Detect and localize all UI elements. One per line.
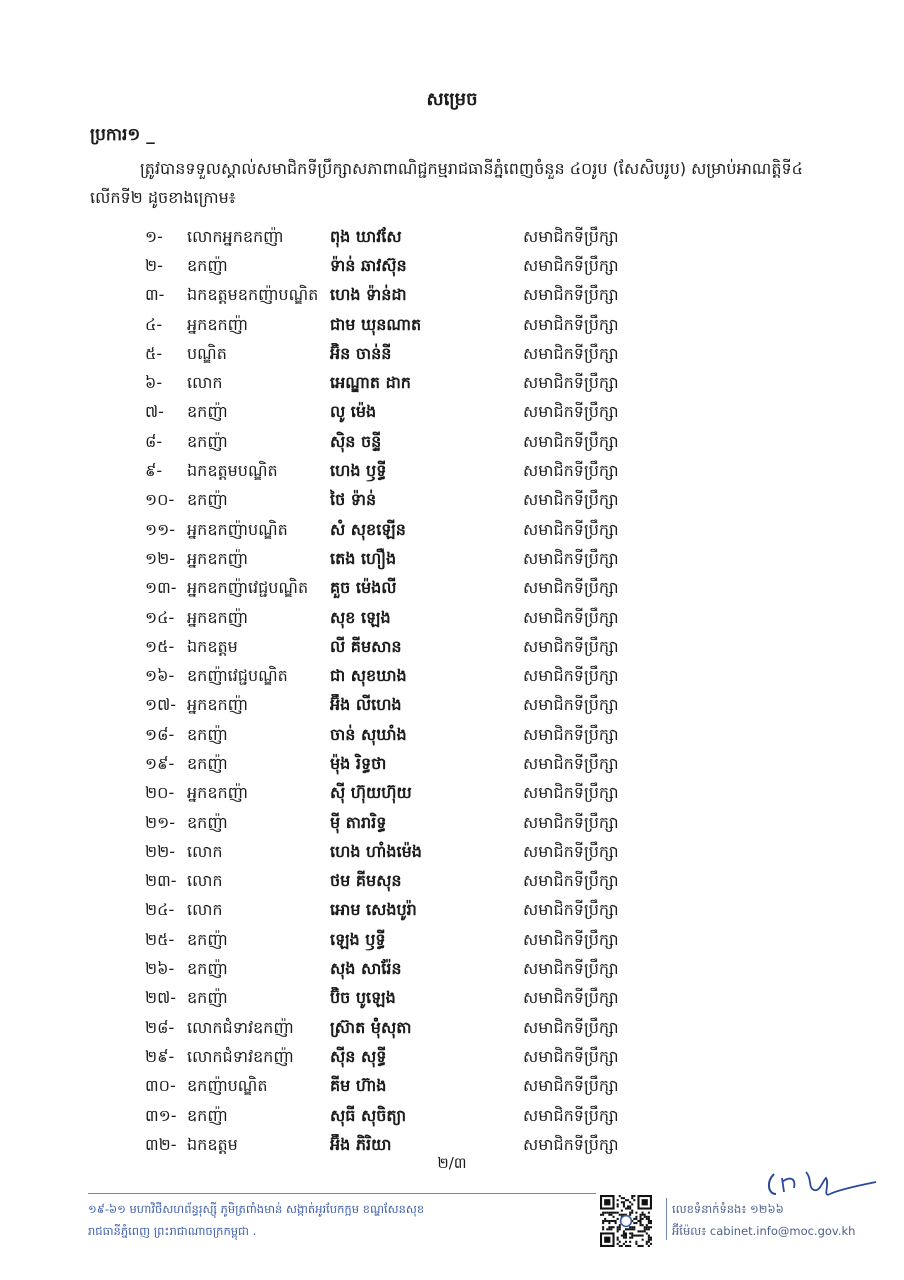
member-name: អ៊ិន ចាន់នី [330, 343, 392, 363]
member-role: សមាជិកទីប្រឹក្សា [523, 988, 619, 1008]
member-number: ១៤- [145, 607, 175, 627]
member-row [145, 457, 665, 486]
member-title: ឯកឧត្តម [187, 1134, 238, 1154]
member-row [145, 282, 665, 311]
member-number: ១១- [145, 519, 175, 539]
member-row [145, 721, 665, 750]
member-title: អ្នកឧកញ៉ា [187, 548, 248, 568]
member-role: សមាជិកទីប្រឹក្សា [523, 255, 619, 275]
member-role: សមាជិកទីប្រឹក្សា [523, 1076, 619, 1096]
member-role: សមាជិកទីប្រឹក្សា [523, 1017, 619, 1037]
member-role: សមាជិកទីប្រឹក្សា [523, 402, 619, 422]
member-name: ថម គីមសុន [330, 871, 402, 891]
member-number: ២៣- [145, 871, 177, 891]
member-name: សុធី សុចិត្យា [330, 1105, 407, 1125]
member-title: ឧកញ៉ា [187, 988, 228, 1008]
member-name: ម៉ី តារារិទ្ធ [330, 812, 387, 832]
member-title: លោក [187, 900, 223, 920]
member-row [145, 340, 665, 369]
member-row [145, 780, 665, 809]
member-role: សមាជិកទីប្រឹក្សា [523, 724, 619, 744]
member-row [145, 1014, 665, 1043]
member-name: ជាម ឃុនណាត [330, 314, 422, 334]
member-number: ៣១- [145, 1105, 177, 1125]
footer-address [88, 1198, 593, 1242]
member-number: ១៥- [145, 636, 175, 656]
member-row [145, 1043, 665, 1072]
member-name: លី គីមសាន [330, 636, 402, 656]
member-role: សមាជិកទីប្រឹក្សា [523, 226, 619, 246]
member-role: សមាជិកទីប្រឹក្សា [523, 343, 619, 363]
member-role: សមាជិកទីប្រឹក្សា [523, 695, 619, 715]
member-role: សមាជិកទីប្រឹក្សា [523, 314, 619, 334]
member-row [145, 985, 665, 1014]
member-title: ឧកញ៉ា [187, 431, 228, 451]
footer-email: អ៊ីម៉ែល៖ cabinet.info@moc.gov.kh [672, 1224, 856, 1238]
member-title: អ្នកឧកញ៉ា [187, 607, 248, 627]
member-name: គួច ម៉េងលី [330, 578, 397, 598]
member-name: អ៊ឹង ភិរិយា [330, 1134, 392, 1154]
member-role: សមាជិកទីប្រឹក្សា [523, 929, 619, 949]
member-number: ១៣- [145, 578, 177, 598]
member-role: សមាជិកទីប្រឹក្សា [523, 490, 619, 510]
article-label: ប្រការ១ _ [90, 125, 155, 145]
member-name: គីម ហ៊ាង [330, 1076, 387, 1096]
member-name: ទ៉ាន់ ឆាវស៊ុន [330, 255, 407, 275]
member-title: ឧកញ៉ា [187, 753, 228, 773]
member-name: ម៉ុង រិទ្ធថា [330, 753, 387, 773]
member-name: អេណ្ឌាត ដាក [330, 373, 411, 393]
member-role: សមាជិកទីប្រឹក្សា [523, 871, 619, 891]
member-row [145, 252, 665, 281]
member-title: ឧកញ៉ា [187, 959, 228, 979]
member-name: ពុង ឃាវសែ [330, 226, 402, 246]
member-title: លោកជំទាវឧកញ៉ា [187, 1017, 294, 1037]
member-row [145, 369, 665, 398]
member-row [145, 487, 665, 516]
member-name: សុង សារ៉ែន [330, 959, 402, 979]
member-number: ២៦- [145, 959, 175, 979]
member-row [145, 428, 665, 457]
footer-address-line2: រាជធានីភ្នំពេញ ព្រះរាជាណាចក្រកម្ពុជា . [88, 1224, 257, 1238]
member-row [145, 662, 665, 691]
member-title: អ្នកឧកញ៉ា [187, 783, 248, 803]
member-row [145, 868, 665, 897]
member-row [145, 692, 665, 721]
member-name: អ៊ឹង លីហេង [330, 695, 402, 715]
member-number: ២៧- [145, 988, 177, 1008]
member-role: សមាជិកទីប្រឹក្សា [523, 519, 619, 539]
member-number: ១៩- [145, 753, 175, 773]
member-name: សំ សុខឡើន [330, 519, 406, 539]
member-number: ១៦- [145, 666, 175, 686]
member-role: សមាជិកទីប្រឹក្សា [523, 578, 619, 598]
member-name: ហេង ឫទ្ធី [330, 461, 387, 481]
member-role: សមាជិកទីប្រឹក្សា [523, 783, 619, 803]
member-number: ១០- [145, 490, 175, 510]
member-number: ៦- [145, 373, 163, 393]
member-role: សមាជិកទីប្រឹក្សា [523, 431, 619, 451]
member-title: លោកអ្នកឧកញ៉ា [187, 226, 284, 246]
member-row [145, 399, 665, 428]
member-row [145, 1073, 665, 1102]
member-number: ៣២- [145, 1134, 177, 1154]
member-number: ២៩- [145, 1046, 175, 1066]
member-title: ឧកញ៉ាវេជ្ជបណ្ឌិត [187, 666, 288, 686]
member-number: ៨- [145, 431, 163, 451]
member-name: ចាន់ សុឃាំង [330, 724, 407, 744]
member-name: លូ ម៉េង [330, 402, 377, 422]
member-role: សមាជិកទីប្រឹក្សា [523, 753, 619, 773]
member-name: អោម សេងបូរ៉ា [330, 900, 417, 920]
member-title: ឧកញ៉ា [187, 1105, 228, 1125]
member-title: លោកជំទាវឧកញ៉ា [187, 1046, 294, 1066]
member-role: សមាជិកទីប្រឹក្សា [523, 373, 619, 393]
member-number: ៣- [145, 285, 165, 305]
footer-vertical-divider [666, 1198, 667, 1240]
member-number: ១២- [145, 548, 175, 568]
member-title: លោក [187, 373, 223, 393]
member-role: សមាជិកទីប្រឹក្សា [523, 841, 619, 861]
member-row [145, 223, 665, 252]
member-title: ឧកញ៉ាបណ្ឌិត [187, 1076, 268, 1096]
member-name: ស៊ី ហ៊ុយហ៊ុយ [330, 783, 412, 803]
member-title: ឧកញ៉ា [187, 724, 228, 744]
member-number: ៣០- [145, 1076, 176, 1096]
member-row [145, 545, 665, 574]
member-role: សមាជិកទីប្រឹក្សា [523, 900, 619, 920]
member-role: សមាជិកទីប្រឹក្សា [523, 1134, 619, 1154]
member-number: ២២- [145, 841, 175, 861]
member-name: ឡេង ឫទ្ធី [330, 929, 386, 949]
member-title: ឧកញ៉ា [187, 255, 228, 275]
member-role: សមាជិកទីប្រឹក្សា [523, 636, 619, 656]
member-role: សមាជិកទីប្រឹក្សា [523, 959, 619, 979]
member-row [145, 750, 665, 779]
member-title: អ្នកឧកញ៉ា [187, 695, 248, 715]
member-row [145, 633, 665, 662]
member-role: សមាជិកទីប្រឹក្សា [523, 812, 619, 832]
members-list [145, 223, 665, 1161]
qr-code [600, 1195, 652, 1247]
footer-address-line1: ១៩-៦១ មហាវិថីសហព័ន្ធរុស្ស៊ី ភូមិត្រពាំងមាន់ សង្កាត់អូរបែកក្អម ខណ្ឌសែនសុខ [88, 1202, 425, 1216]
member-row [145, 955, 665, 984]
member-name: ស្រ៊ាត ម៉ុំសុតា [330, 1017, 412, 1037]
page-title: សម្រេច [426, 89, 478, 110]
member-name: ថៃ ទ៉ាន់ [330, 490, 377, 510]
member-role: សមាជិកទីប្រឹក្សា [523, 285, 619, 305]
member-row [145, 926, 665, 955]
member-title: អ្នកឧកញ៉ាវេជ្ជបណ្ឌិត [187, 578, 309, 598]
member-name: ស៊ិន ចន្ទី [330, 431, 382, 451]
member-name: ស៊ីន សុទ្ធី [330, 1046, 387, 1066]
member-name: ហេង ហាំងម៉េង [330, 841, 422, 861]
footer-phone: លេខទំនាក់ទំនង៖ ១២៦៦ [672, 1202, 784, 1216]
member-number: ១- [145, 226, 163, 246]
member-number: ៥- [145, 343, 163, 363]
footer-divider-line [88, 1193, 596, 1194]
member-title: ឧកញ៉ា [187, 490, 228, 510]
member-name: ប៊ិច បូឡេង [330, 988, 396, 1008]
member-row [145, 897, 665, 926]
member-role: សមាជិកទីប្រឹក្សា [523, 461, 619, 481]
member-row [145, 838, 665, 867]
member-number: ៧- [145, 402, 164, 422]
member-role: សមាជិកទីប្រឹក្សា [523, 1046, 619, 1066]
member-role: សមាជិកទីប្រឹក្សា [523, 607, 619, 627]
member-number: ២៨- [145, 1017, 175, 1037]
member-number: ៤- [145, 314, 163, 334]
member-role: សមាជិកទីប្រឹក្សា [523, 548, 619, 568]
member-number: ១៧- [145, 695, 177, 715]
article-text: ត្រូវបានទទួលស្គាល់សមាជិកទីប្រឹក្សាសភាពាណិជ្ជកម្មរាជធានីភ្នំពេញចំនួន ៤០រូប (សែសិបរូប) សម្រាប់អាណត្តិទី៤ លើកទី២ ដូចខាងក្រោម៖ [90, 159, 803, 207]
member-title: ឯកឧត្តមឧកញ៉ាបណ្ឌិត [187, 285, 319, 305]
page-number: ២/៣ [437, 1154, 467, 1172]
member-row [145, 1102, 665, 1131]
member-number: ២៥- [145, 929, 175, 949]
member-row [145, 311, 665, 340]
member-title: ឯកឧត្តម [187, 636, 238, 656]
member-title: លោក [187, 841, 223, 861]
member-role: សមាជិកទីប្រឹក្សា [523, 666, 619, 686]
member-row [145, 604, 665, 633]
member-title: អ្នកឧកញ៉ាបណ្ឌិត [187, 519, 288, 539]
member-title: ឧកញ៉ា [187, 812, 228, 832]
member-title: លោក [187, 871, 223, 891]
member-name: ជា សុខឃាង [330, 666, 407, 686]
member-row [145, 809, 665, 838]
member-title: ឧកញ៉ា [187, 402, 228, 422]
member-name: តេង ហឿង [330, 548, 397, 568]
footer-contact [672, 1198, 887, 1242]
member-number: ៩- [145, 461, 163, 481]
member-title: បណ្ឌិត [187, 343, 227, 363]
member-number: ២១- [145, 812, 175, 832]
member-name: សុខ ឡេង [330, 607, 391, 627]
member-number: ២- [145, 255, 163, 275]
member-row [145, 575, 665, 604]
member-row [145, 516, 665, 545]
member-title: អ្នកឧកញ៉ា [187, 314, 248, 334]
member-title: ឯកឧត្តមបណ្ឌិត [187, 461, 278, 481]
member-name: ហេង ទ៉ាន់ដា [330, 285, 407, 305]
member-role: សមាជិកទីប្រឹក្សា [523, 1105, 619, 1125]
member-number: ២៤- [145, 900, 175, 920]
member-number: ១៨- [145, 724, 175, 744]
member-number: ២០- [145, 783, 175, 803]
member-title: ឧកញ៉ា [187, 929, 228, 949]
